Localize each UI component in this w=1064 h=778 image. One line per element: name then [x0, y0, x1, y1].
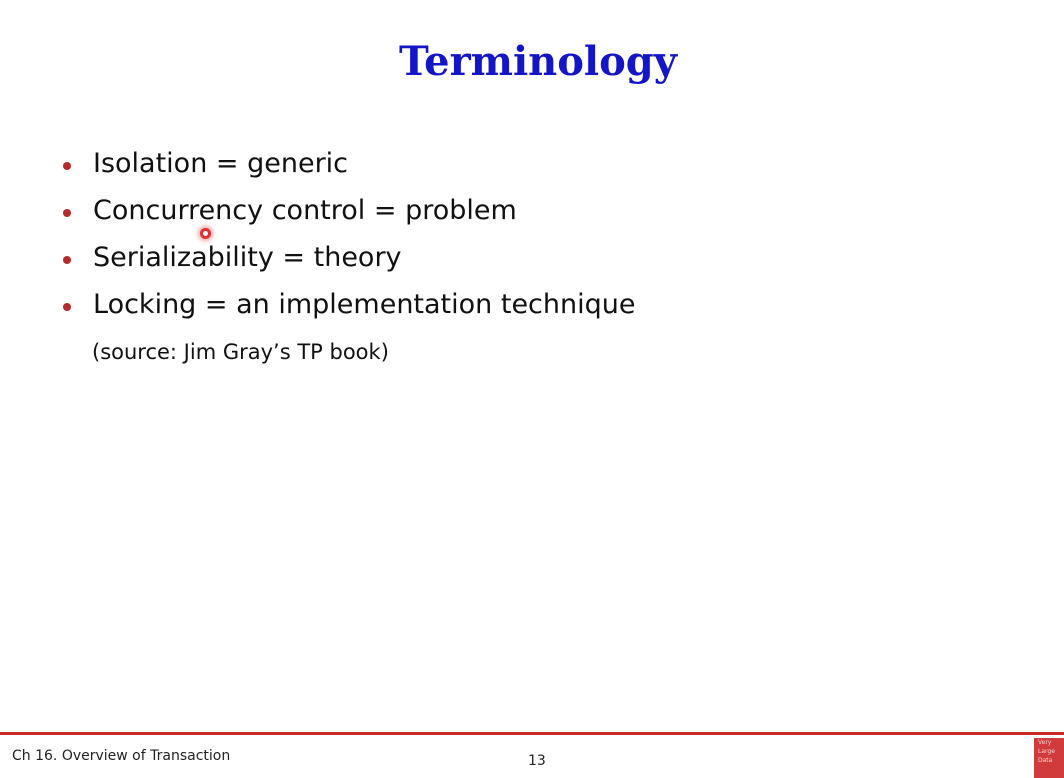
page-number: 13	[528, 753, 546, 769]
vldb-logo-icon	[1034, 738, 1064, 778]
bullet-text: Serializability = theory	[93, 242, 402, 273]
bullet-dot-icon	[63, 256, 71, 264]
bullet-dot-icon	[63, 162, 71, 170]
logo-text: Data	[1038, 757, 1053, 764]
slide-title: Terminology	[398, 38, 678, 85]
footer-chapter: Ch 16. Overview of Transaction	[12, 748, 231, 764]
logo-text: Very	[1038, 739, 1052, 746]
bullet-dot-icon	[63, 209, 71, 217]
laser-pointer-icon	[200, 228, 211, 239]
bullet-text: Isolation = generic	[93, 148, 349, 179]
source-note: (source: Jim Gray’s TP book)	[92, 340, 389, 364]
logo-text: Large	[1038, 748, 1055, 755]
bullet-text: Concurrency control = problem	[93, 195, 517, 226]
footer-divider	[0, 732, 1064, 735]
bullet-dot-icon	[63, 303, 71, 311]
bullet-text: Locking = an implementation technique	[93, 289, 636, 320]
